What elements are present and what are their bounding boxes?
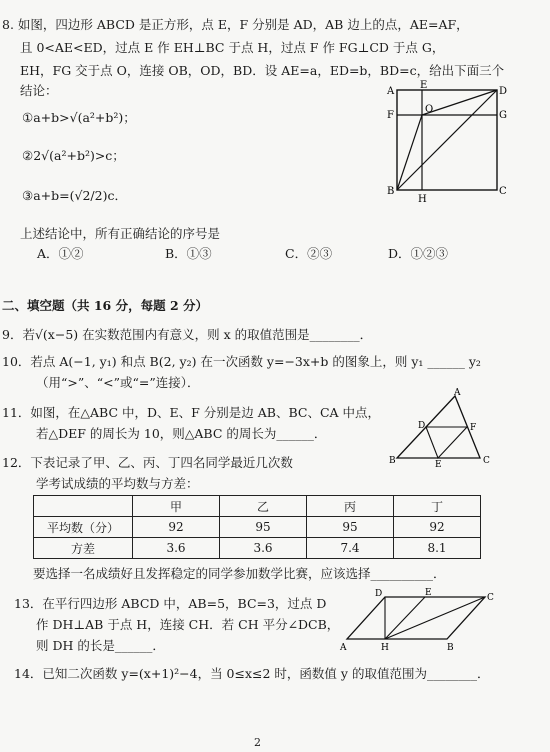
q8-line1: 8. 如图，四边形 ABCD 是正方形，点 E，F 分别是 AD，AB 边上的点，AE=AF， [2, 17, 469, 32]
q11-fig-label-f: F [470, 423, 477, 433]
q12-line3: 要选择一名成绩好且发挥稳定的同学参加数学比赛，应该选择__________． [33, 566, 446, 581]
table-cell: 95 [307, 517, 394, 538]
q8-option-b: B．①③ [165, 246, 212, 261]
q8-square-figure [380, 80, 510, 210]
q13-fig-label-a: A [340, 643, 347, 653]
table-header-cell: 甲 [133, 496, 220, 517]
section-title-fill-in: 二、填空题（共 16 分，每题 2 分） [2, 298, 209, 313]
q13-parallelogram-figure [335, 585, 500, 655]
q13-fig-label-d: D [375, 589, 383, 599]
table-header-row [34, 496, 481, 517]
table-cell: 7.4 [307, 538, 394, 559]
table-cell: 方差 [34, 538, 133, 559]
table-cell: 平均数（分） [34, 517, 133, 538]
q8-line2: 且 0<AE<ED，过点 E 作 EH⊥BC 于点 H，过点 F 作 FG⊥CD 于点 G， [20, 40, 445, 55]
page-number: 2 [254, 736, 261, 749]
table-row [34, 517, 481, 538]
q12-line1: 12．下表记录了甲、乙、丙、丁四名同学最近几次数 [2, 455, 293, 470]
q8-fig-label-a: A [387, 86, 395, 97]
q10-line2: （用“>”、“<”或“=”连接）． [36, 375, 200, 390]
q8-fig-label-o: O [425, 104, 434, 115]
q11-fig-label-d: D [418, 421, 426, 431]
q8-conclusion-3: ③a+b=(√2/2)c． [22, 188, 127, 203]
table-header-cell: 丁 [394, 496, 481, 517]
q8-fig-label-g: G [499, 110, 507, 121]
q12-line2: 学考试成绩的平均数与方差： [36, 476, 199, 491]
q13-fig-label-h: H [381, 643, 389, 653]
q8-fig-label-e: E [420, 80, 428, 91]
grades-table [33, 495, 481, 559]
table-row [34, 538, 481, 559]
q8-fig-label-b: B [387, 186, 395, 197]
q8-option-c: C．②③ [285, 246, 333, 261]
table-cell: 95 [220, 517, 307, 538]
q8-option-d: D．①②③ [388, 246, 449, 261]
table-cell: 92 [394, 517, 481, 538]
q13-line3: 则 DH 的长是______． [36, 638, 165, 653]
table-header-cell: 乙 [220, 496, 307, 517]
q11-fig-label-e: E [435, 460, 442, 468]
q8-question: 上述结论中，所有正确结论的序号是 [20, 226, 221, 241]
q8-line4: 结论： [20, 83, 58, 98]
q11-triangle-figure [385, 388, 495, 468]
q10-line1: 10．若点 A(−1, y₁) 和点 B(2, y₂) 在一次函数 y=−3x+b 的图象上，则 y₁ ______ y₂ [2, 354, 481, 369]
q11-line1: 11．如图，在△ABC 中，D、E、F 分别是边 AB、BC、CA 中点， [2, 405, 381, 420]
q11-line2: 若△DEF 的周长为 10，则△ABC 的周长为______． [36, 426, 327, 441]
table-header-cell [34, 496, 133, 517]
q13-line1: 13．在平行四边形 ABCD 中，AB=5，BC=3，过点 D [14, 596, 327, 611]
table-cell: 3.6 [220, 538, 307, 559]
q11-fig-label-a: A [454, 388, 461, 398]
table-cell: 8.1 [394, 538, 481, 559]
q11-fig-label-b: B [389, 456, 396, 466]
q8-conclusion-2: ②2√(a²+b²)>c； [22, 148, 125, 163]
table-cell: 92 [133, 517, 220, 538]
q13-fig-label-b: B [447, 643, 454, 653]
q8-conclusion-1: ①a+b>√(a²+b²)； [22, 110, 136, 125]
q8-line3: EH，FG 交于点 O，连接 OB，OD，BD．设 AE=a，ED=b，BD=c，给出下面三个 [20, 63, 505, 78]
q9-text: 9．若√(x−5) 在实数范围内有意义，则 x 的取值范围是________． [2, 327, 373, 342]
q8-fig-label-c: C [499, 186, 507, 197]
q8-fig-label-h: H [418, 194, 427, 205]
table-cell: 3.6 [133, 538, 220, 559]
q14-text: 14．已知二次函数 y=(x+1)²−4，当 0≤x≤2 时，函数值 y 的取值范围为________． [14, 666, 490, 681]
q8-fig-label-f: F [387, 110, 394, 121]
table-header-cell: 丙 [307, 496, 394, 517]
q13-fig-label-c: C [487, 593, 494, 603]
q13-line2: 作 DH⊥AB 于点 H，连接 CH．若 CH 平分∠DCB， [36, 617, 340, 632]
q8-fig-label-d: D [499, 86, 508, 97]
q13-fig-label-e: E [425, 588, 432, 598]
q8-option-a: A．①② [37, 246, 84, 261]
q11-fig-label-c: C [483, 456, 490, 466]
